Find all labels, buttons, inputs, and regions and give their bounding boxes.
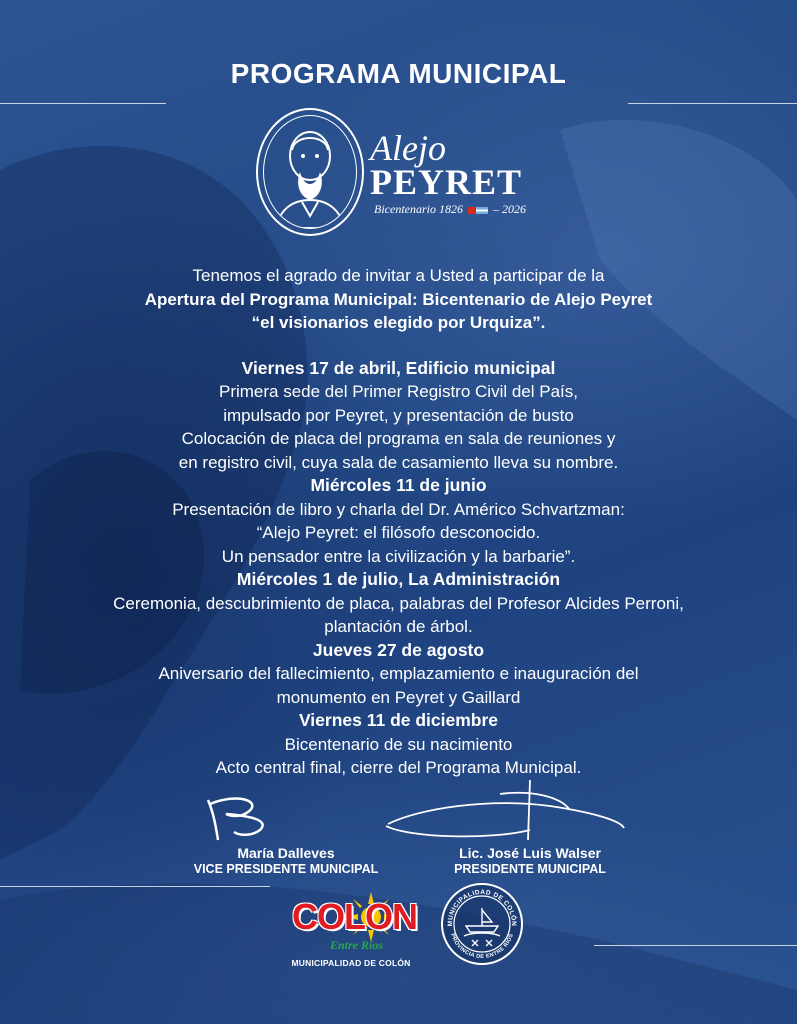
signer-role: VICE PRESIDENTE MUNICIPAL [193, 862, 379, 876]
event-date: Miércoles 11 de junio [310, 475, 487, 495]
signature-president [420, 845, 640, 877]
brand-first-name: Alejo [370, 128, 446, 168]
portrait-icon [264, 116, 356, 228]
bicentenario-logo [256, 108, 556, 238]
spacer [20, 335, 777, 357]
seal-bottom-text: PROVINCIA DE ENTRE RÍOS [449, 932, 515, 961]
event-line: plantación de árbol. [324, 617, 473, 636]
event-line: impulsado por Peyret, y presentación de busto [223, 405, 574, 425]
event-date: Miércoles 1 de julio, La Administración [236, 569, 561, 589]
event-line: en registro civil, cuya sala de casamiento lleva su nombre. [178, 452, 619, 472]
colon-caption: MUNICIPALIDAD DE COLÓN [291, 958, 411, 968]
signer-name: María Dalleves [237, 845, 335, 861]
invitation-body [20, 264, 777, 780]
title-divider-right [628, 103, 797, 104]
page-title: PROGRAMA MUNICIPAL [230, 58, 567, 89]
seal-top-text: MUNICIPALIDAD DE COLÓN [446, 888, 518, 927]
footer-divider-right [594, 945, 797, 946]
brand-subtitle-start: Bicentenario 1826 [374, 202, 463, 216]
brand-subtitle-end: 2026 [501, 202, 526, 216]
municipal-seal [440, 882, 524, 966]
colon-wordmark: COLON [292, 896, 417, 937]
footer-divider-left [0, 886, 270, 887]
program-title: Apertura del Programa Municipal: Bicentenario de Alejo Peyret [144, 289, 653, 309]
program-quote: “el visionarios elegido por Urquiza”. [251, 313, 546, 332]
invitation-intro: Tenemos el agrado de invitar a Usted a participar de la [192, 266, 605, 285]
event-line: Ceremonia, descubrimiento de placa, palabras del Profesor Alcides Perroni, [113, 593, 684, 613]
colon-tagline: Entre Ríos [330, 938, 384, 952]
event-line: Colocación de placa del programa en sala de reuniones y [181, 429, 616, 448]
event-date: Jueves 27 de agosto [312, 639, 485, 660]
brand-last-name: PEYRET [370, 162, 523, 202]
flag-icon [468, 207, 488, 214]
signature-scribble-left [200, 794, 320, 844]
event-line: “Alejo Peyret: el filósofo desconocido. [256, 523, 541, 542]
signature-scribble-right [380, 780, 630, 850]
signer-name: Lic. José Luis Walser [459, 845, 601, 861]
portrait-medallion [256, 108, 364, 236]
signer-role: PRESIDENTE MUNICIPAL [454, 862, 606, 876]
title-divider-left [0, 103, 166, 104]
signature-vice-president [176, 845, 396, 877]
brand-subtitle-dash: – [492, 202, 499, 216]
event-line: Bicentenario de su nacimiento [284, 734, 513, 754]
brand-subtitle [374, 202, 526, 217]
event-line: Aniversario del fallecimiento, emplazamiento e inauguración del [158, 664, 639, 683]
event-line: Un pensador entre la civilización y la barbarie”. [221, 546, 576, 566]
event-date: Viernes 17 de abril, Edificio municipal [241, 357, 556, 378]
event-date: Viernes 11 de diciembre [298, 710, 499, 730]
event-line: Acto central final, cierre del Programa Municipal. [215, 758, 582, 777]
event-line: Primera sede del Primer Registro Civil del País, [218, 382, 578, 401]
event-line: monumento en Peyret y Gaillard [276, 687, 521, 707]
event-line: Presentación de libro y charla del Dr. Américo Schvartzman: [172, 499, 625, 519]
